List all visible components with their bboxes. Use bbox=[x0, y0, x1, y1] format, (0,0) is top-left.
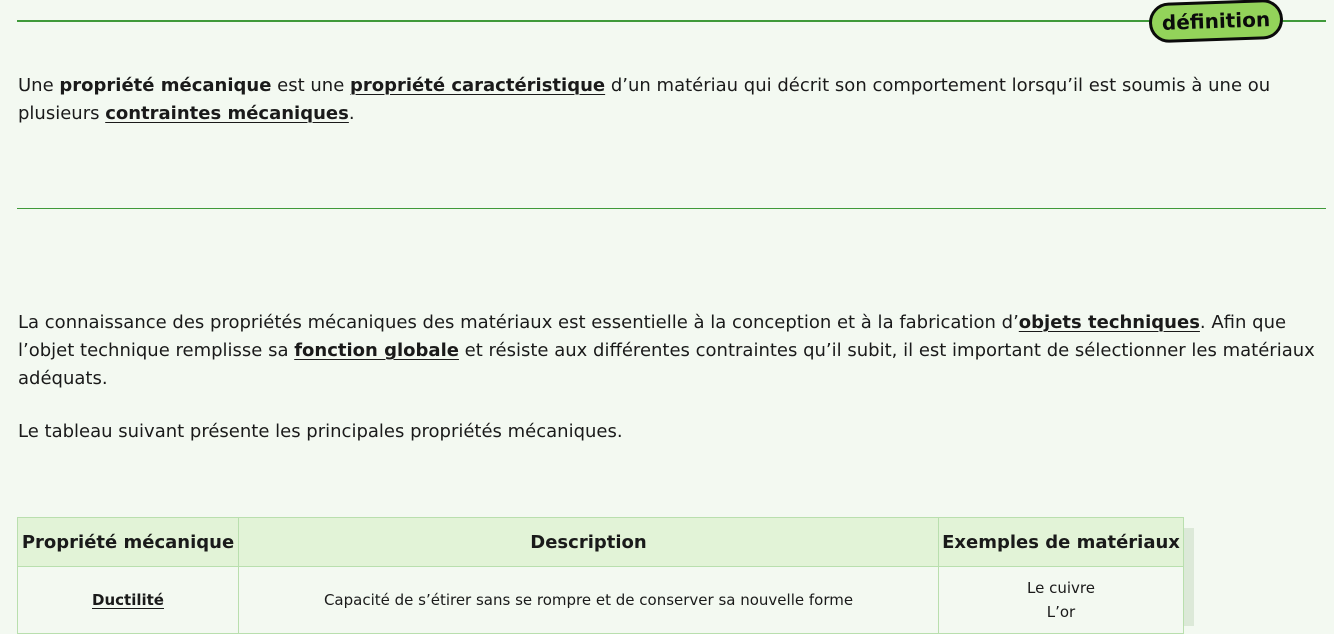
definition-badge: définition bbox=[1148, 0, 1283, 43]
intro-paragraph bbox=[18, 309, 1323, 393]
cell-examples bbox=[939, 567, 1184, 634]
table-intro-paragraph: Le tableau suivant présente les principales propriétés mécaniques. bbox=[18, 421, 623, 442]
definition-text-part: d’un matériau qui décrit son comportement lorsqu’il est soumis à une ou plusieurs bbox=[18, 75, 1271, 124]
definition-text-part: Une bbox=[18, 75, 60, 96]
definition-text-part: est une bbox=[271, 75, 350, 96]
properties-table bbox=[17, 517, 1184, 634]
cell-description: Capacité de s’étirer sans se rompre et de conserver sa nouvelle forme bbox=[239, 567, 939, 634]
definition-bottom-rule bbox=[17, 208, 1326, 209]
header-description: Description bbox=[239, 518, 939, 567]
header-examples: Exemples de matériaux bbox=[939, 518, 1184, 567]
cell-property bbox=[18, 567, 239, 634]
table-row bbox=[18, 567, 1184, 634]
link-objets-techniques[interactable]: objets techniques bbox=[1018, 312, 1200, 333]
table-header-row bbox=[18, 518, 1184, 567]
link-contraintes-mecaniques[interactable]: contraintes mécaniques bbox=[105, 103, 349, 124]
header-property: Propriété mécanique bbox=[18, 518, 239, 567]
definition-text bbox=[18, 72, 1318, 128]
intro-text-part: La connaissance des propriétés mécaniques des matériaux est essentielle à la conception et à la fabrication d’ bbox=[18, 312, 1019, 333]
intro-text-part: . Afin que l’objet technique remplisse sa bbox=[18, 312, 1287, 361]
table-shadow bbox=[1183, 528, 1194, 626]
link-ductilite[interactable]: Ductilité bbox=[92, 591, 164, 609]
definition-box bbox=[17, 0, 1326, 210]
definition-top-rule bbox=[17, 20, 1326, 22]
link-propriete-caracteristique[interactable]: propriété caractéristique bbox=[350, 75, 606, 96]
example-item: L’or bbox=[1046, 603, 1076, 621]
example-item: Le cuivre bbox=[1027, 579, 1095, 597]
definition-text-part: . bbox=[348, 103, 355, 124]
link-fonction-globale[interactable]: fonction globale bbox=[294, 340, 459, 361]
intro-text-part: et résiste aux différentes contraintes qu’il subit, il est important de sélectionner les matériaux adéquats. bbox=[18, 340, 1315, 389]
term-propriete-mecanique: propriété mécanique bbox=[59, 75, 272, 96]
